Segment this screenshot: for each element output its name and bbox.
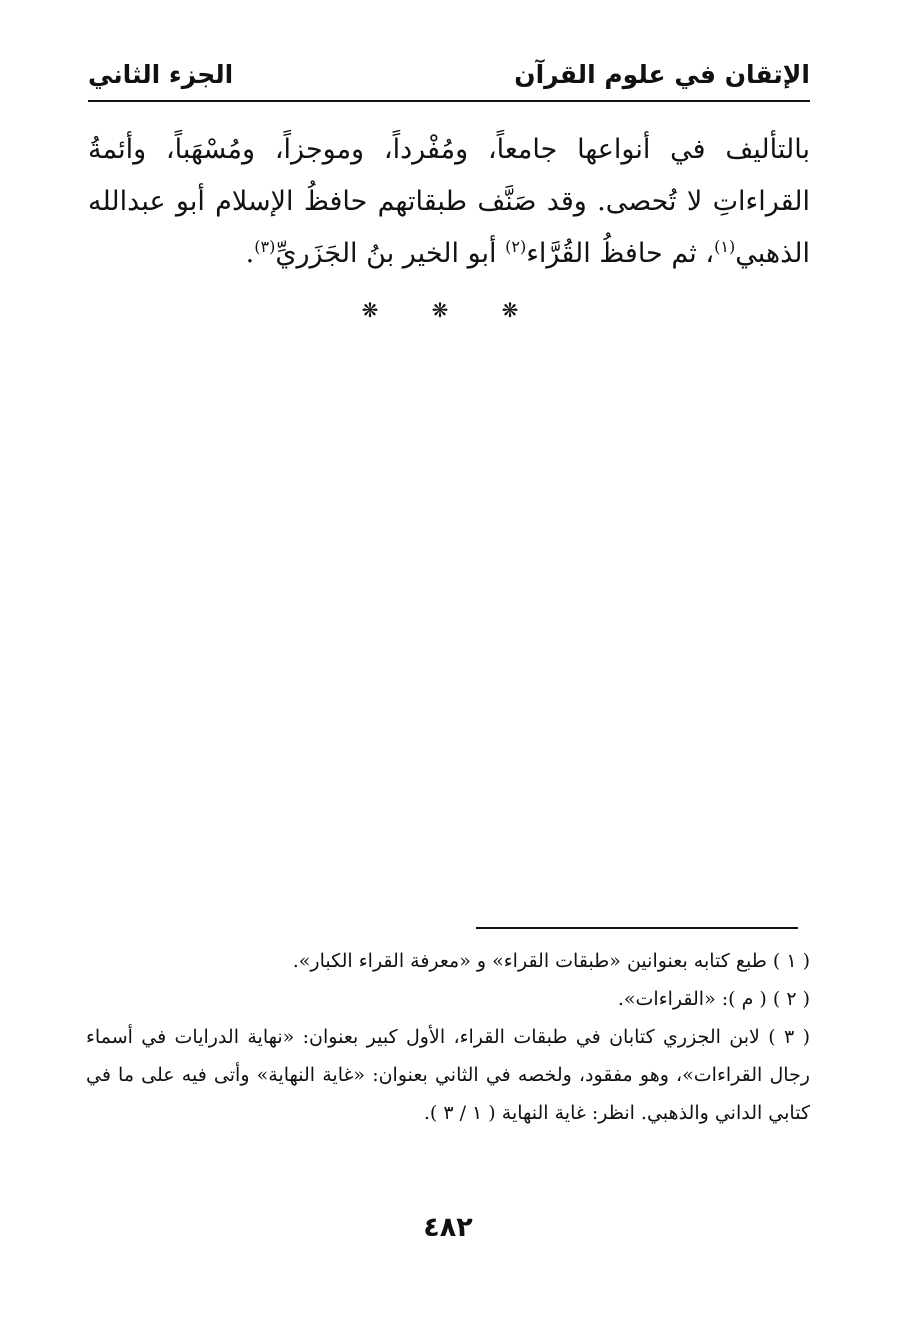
header-rule <box>88 100 810 102</box>
footnotes <box>86 942 810 1132</box>
footnote-1 <box>86 942 810 980</box>
footnote-3 <box>86 1018 810 1132</box>
running-header <box>88 58 810 98</box>
footnote-marker: ( ٢ ) <box>772 988 810 1010</box>
text-segment-1: بالتأليف في أنواعها جامعاً، ومُفْرداً، وموجزاً، ومُسْهَباً، وأئمةُ القراءاتِ لا تُحصى. وقد صَنَّف طبقاتهم حافظُ الإسلام أبو عبدالله الذهبي <box>88 134 810 269</box>
main-text <box>88 124 810 280</box>
footnote-ref-2[interactable]: (٢) <box>505 237 527 256</box>
page-number: ٤٨٢ <box>423 1212 473 1243</box>
footnote-2 <box>86 980 810 1018</box>
footnote-text: ( م ): «القراءات». <box>617 988 767 1010</box>
star-ornament-icon: ❋ <box>501 298 519 322</box>
footnote-ref-3[interactable]: (٣) <box>254 237 276 256</box>
section-separator <box>360 298 520 322</box>
text-segment-2: ، ثم حافظُ القُرَّاء <box>526 238 715 269</box>
text-segment-3: أبو الخير بنُ الجَزَريِّ <box>275 238 506 269</box>
book-title: الإتقان في علوم القرآن <box>514 60 810 89</box>
footnote-ref-1[interactable]: (١) <box>714 237 736 256</box>
footnote-text: لابن الجزري كتابان في طبقات القراء، الأول كبير بعنوان: «نهاية الدرايات في أسماء رجال القراءات»، وهو مفقود، ولخصه في الثاني بعنوان: «غاية النهاية» وأتى فيه على ما في كتابي الداني والذهبي. انظر: غاية النهاية ( ١ / ٣ ). <box>86 1026 810 1124</box>
part-label: الجزء الثاني <box>88 60 234 89</box>
footnote-marker: ( ١ ) <box>772 950 810 972</box>
main-paragraph <box>88 124 810 280</box>
footnote-rule <box>476 927 798 929</box>
star-ornament-icon: ❋ <box>361 298 379 322</box>
star-ornament-icon: ❋ <box>431 298 449 322</box>
footnote-text: طبع كتابه بعنوانين «طبقات القراء» و «معرفة القراء الكبار». <box>292 950 767 972</box>
footnote-marker: ( ٣ ) <box>768 1026 811 1048</box>
text-segment-end: . <box>245 238 255 269</box>
